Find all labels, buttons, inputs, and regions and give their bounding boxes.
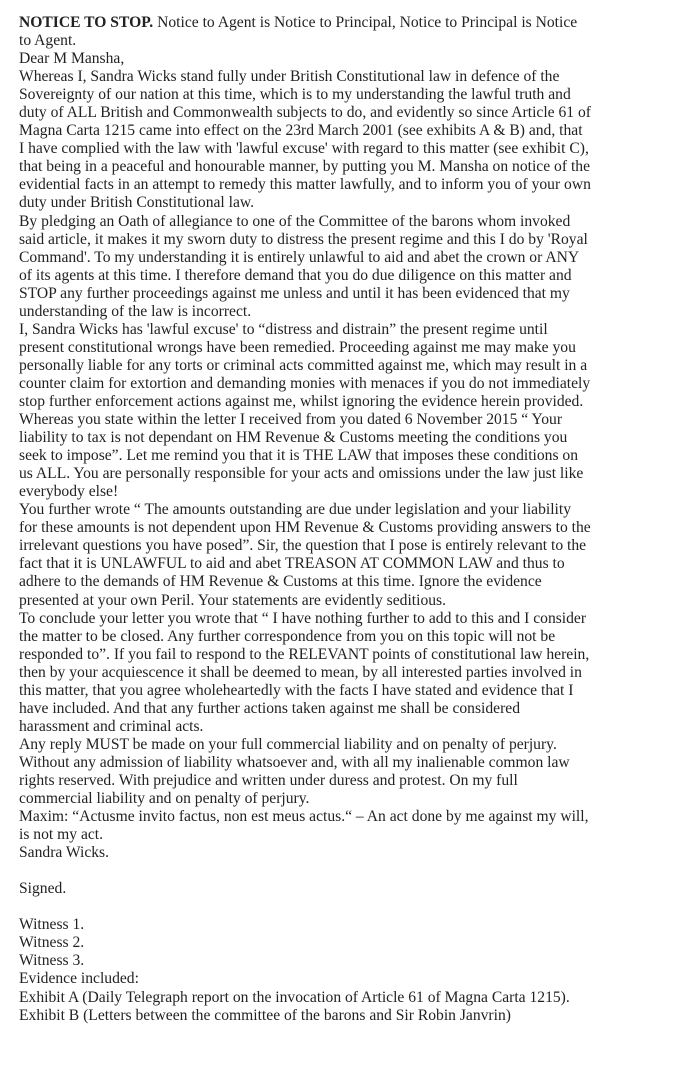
salutation: Dear M Mansha, [19,50,125,68]
evidence-label: Evidence included: [19,970,139,988]
paragraph-amounts-outstanding: You further wrote “ The amounts outstanding are due under legislation and your liability for these amounts is not dependent upon HM Revenue & Customs providing answers to the irrelevant questions you have posed”. Sir, the question that I pose is entirely relevant to the fact that it is UNLAWFUL to aid and abet TREASON AT COMMON LAW and thus to adhere to the demands of HM Revenue & Customs at this time. Ignore the evidence presented at your own Peril. Your statements are evidently seditious. [19,501,591,609]
letter-document [19,14,591,1025]
exhibit-b: Exhibit B (Letters between the committee of the barons and Sir Robin Janvrin) [19,1006,511,1024]
notice-heading: NOTICE TO STOP. [19,14,154,31]
paragraph-maxim: Maxim: “Actusme invito factus, non est meus actus.“ – An act done by me against my will, is not my act. [19,808,589,844]
signature-line: Signed. [19,880,67,898]
spacer [19,898,591,916]
paragraph-oath: By pledging an Oath of allegiance to one of the Committee of the barons whom invoked said article, it makes it my sworn duty to distress the present regime and this I do by 'Royal Command'. To my understanding it is entirely unlawful to aid and abet the crown or ANY of its agents at this time. I therefore demand that you do due diligence on this matter and STOP any further proceedings against me unless and until it has been evidenced that my understanding of the law is incorrect. [19,212,588,320]
witness-1: Witness 1. [19,916,85,934]
spacer [19,862,591,880]
paragraph-lawful-excuse: I, Sandra Wicks has 'lawful excuse' to “distress and distrain” the present regime until present constitutional wrongs have been remedied. Proceeding against me may make you personally liable for any torts or criminal acts committed against me, which may result in a counter claim for extortion and demanding monies with menaces if you do not immediately stop further enforcement actions against me, whilst ignoring the evidence herein provided. [19,320,591,410]
witness-3: Witness 3. [19,952,85,970]
sender-name: Sandra Wicks. [19,844,110,862]
paragraph-reply-terms: Any reply MUST be made on your full commercial liability and on penalty of perjury. Without any admission of liability whatsoever and, with all my inalienable common law rights reserved. With prejudice and written under duress and protest. On my full commercial liability and on penalty of perjury. [19,735,570,808]
paragraph-conclusion: To conclude your letter you wrote that “ I have nothing further to add to this and I consider the matter to be closed. Any further correspondence from you on this topic will not be responded to”. If you fail to respond to the RELEVANT points of constitutional law herein, then by your acquiescence it shall be deemed to mean, by all interested parties involved in this matter, that you agree wholeheartedly with the facts I have stated and evidence that I have included. And that any further actions taken against me shall be considered harassment and criminal acts. [19,609,590,735]
witness-2: Witness 2. [19,934,85,952]
paragraph-tax-liability: Whereas you state within the letter I received from you dated 6 November 2015 “ Your liability to tax is not dependant on HM Revenue & Customs meeting the conditions you seek to impose”. Let me remind you that it is THE LAW that imposes these conditions on us ALL. You are personally responsible for your acts and omissions under the law just like everybody else! [19,411,584,501]
notice-opening [19,14,591,50]
exhibit-a: Exhibit A (Daily Telegraph report on the invocation of Article 61 of Magna Carta 1215). [19,988,570,1006]
notice-intro: Notice to Agent is Notice to Principal, Notice to Principal is Notice to Agent. [19,14,578,50]
paragraph-sovereignty: Whereas I, Sandra Wicks stand fully under British Constitutional law in defence of the Sovereignty of our nation at this time, which is to my understanding the lawful truth and duty of ALL British and Commonwealth subjects to do, and evidently so since Article 61 of Magna Carta 1215 came into effect on the 23rd March 2001 (see exhibits A & B) and, that I have complied with the law with 'lawful excuse' with regard to this matter (see exhibit C), that being in a peaceful and honourable manner, by putting you M. Mansha on notice of the evidential facts in an attempt to remedy this matter lawfully, and to inform you of your own duty under British Constitutional law. [19,68,591,212]
